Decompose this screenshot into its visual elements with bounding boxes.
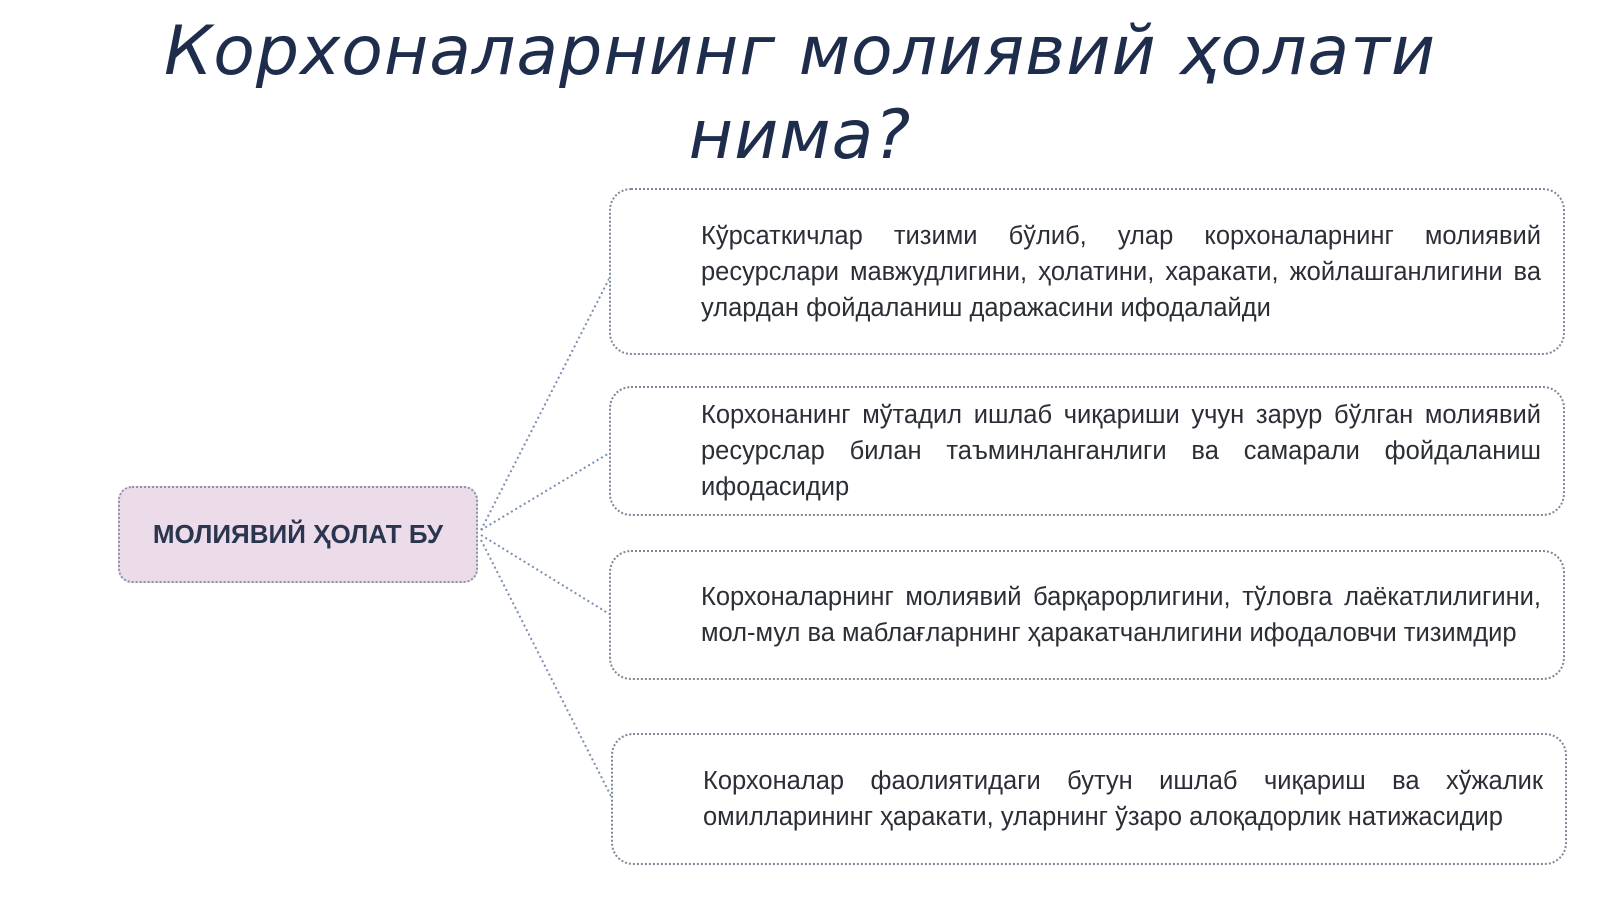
definition-box-4 <box>611 733 1567 865</box>
definition-box-2 <box>609 386 1565 516</box>
definition-text-4: Корхоналар фаолиятидаги бутун ишлаб чиқариш ва хўжалик омилларининг ҳаракати, уларнинг ўзаро алоқадорлик натижасидир <box>703 767 1543 831</box>
definition-box-1 <box>609 188 1565 355</box>
connector-line-3 <box>481 535 611 615</box>
definition-box-3 <box>609 550 1565 680</box>
connector-line-4 <box>481 540 613 800</box>
definition-text-3: Корхоналарнинг молиявий барқарорлигини, тўловга лаёкатлилигини, мол-мул ва маблағларнинг ҳаракатчанлигини ифодаловчи тизимдир <box>701 583 1541 647</box>
central-concept-node <box>118 486 478 583</box>
definition-text-1: Кўрсаткичлар тизими бўлиб, улар корхоналарнинг молиявий ресурслари мавжудлигини, ҳолатини, харакати, жойлашганлигини ва улардан фойдаланиш даражасини ифодалайди <box>701 221 1541 322</box>
central-concept-label: МОЛИЯВИЙ ҲОЛАТ БУ <box>152 519 444 549</box>
title-line-2: нима? <box>688 96 912 175</box>
connector-line-2 <box>481 452 611 530</box>
definition-text-2: Корхонанинг мўтадил ишлаб чиқариши учун зарур бўлган молиявий ресурслар билан таъминланганлиги ва самарали фойдаланиш ифодасидир <box>701 401 1541 501</box>
title-line-1: Корхоналарнинг молиявий ҳолати <box>163 12 1437 91</box>
